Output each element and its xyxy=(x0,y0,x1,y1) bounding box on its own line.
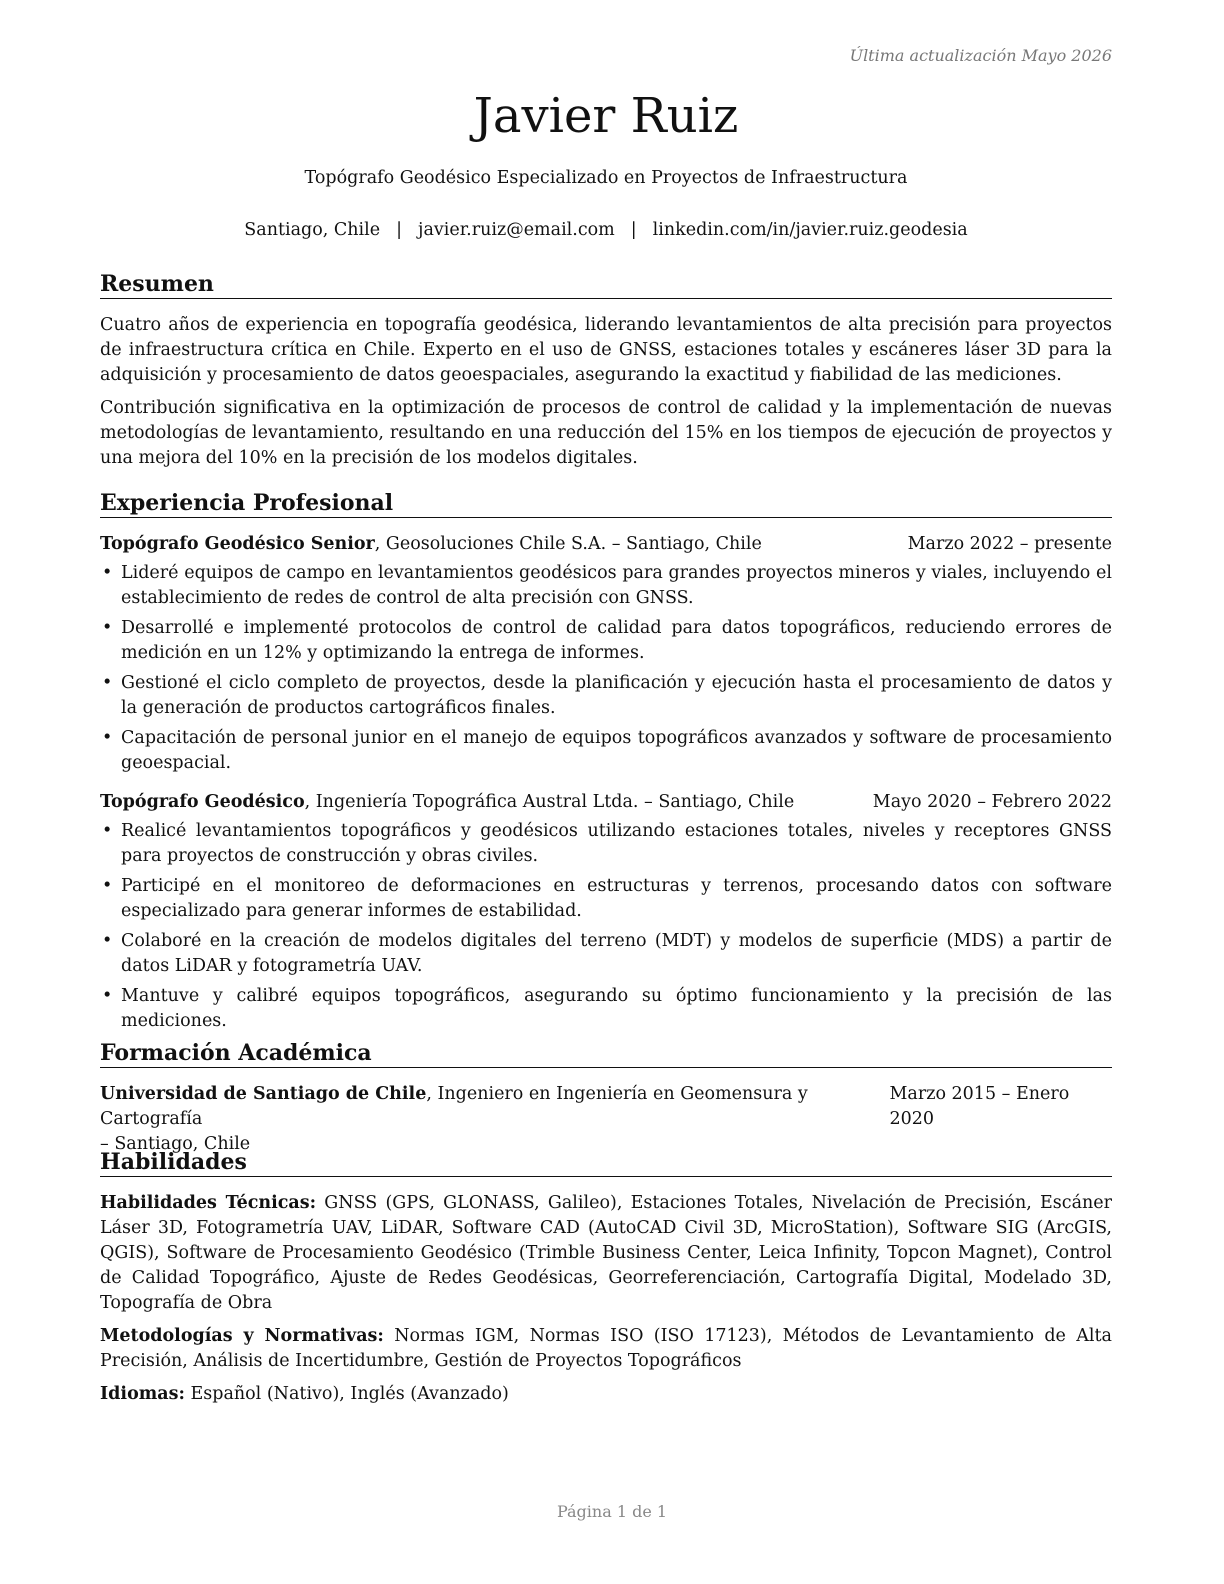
contact-location: Santiago, Chile xyxy=(244,220,381,240)
last-updated: Última actualización Mayo 2026 xyxy=(849,46,1112,65)
skill-group xyxy=(100,1324,1112,1374)
skill-text: Español (Nativo), Inglés (Avanzado) xyxy=(184,1384,509,1404)
education-section xyxy=(100,1039,1112,1157)
tagline: Topógrafo Geodésico Especializado en Proyectos de Infraestructura xyxy=(304,168,908,188)
job-company: , Geosoluciones Chile S.A. – Santiago, Chile xyxy=(374,534,762,554)
job-company: , Ingeniería Topográfica Austral Ltda. – Santiago, Chile xyxy=(304,792,795,812)
school-name: Universidad de Santiago de Chile xyxy=(100,1084,427,1104)
job-title-line xyxy=(100,532,762,557)
contact-linkedin[interactable]: linkedin.com/in/javier.ruiz.geodesia xyxy=(652,220,968,240)
skill-label: Metodologías y Normativas: xyxy=(100,1326,384,1346)
list-item: • Participé en el monitoreo de deformaciones en estructuras y terrenos, procesando datos con software especializado para generar informes de estabilidad. xyxy=(100,874,1112,924)
job-role: Topógrafo Geodésico xyxy=(100,792,305,812)
experience-section xyxy=(100,489,1112,1039)
summary-paragraph: Contribución significativa en la optimización de procesos de control de calidad y la implementación de nuevas metodologías de levantamiento, resultando en una reducción del 15% en los tiempos de ejecución de proyectos y una mejora del 10% en la precisión de los modelos digitales. xyxy=(100,398,1112,468)
skill-text: Normas IGM, Normas ISO (ISO 17123), Métodos de Levantamiento de Alta Precisión, Análisis de Incertidumbre, Gestión de Proyectos Topográficos xyxy=(100,1326,1112,1371)
section-title: Habilidades xyxy=(100,1148,1112,1177)
list-item: • Colaboré en la creación de modelos digitales del terreno (MDT) y modelos de superficie (MDS) a partir de datos LiDAR y fotogrametría UAV. xyxy=(100,929,1112,979)
degree: , Ingeniero en Ingeniería en Geomensura y Cartografía xyxy=(100,1084,808,1129)
education-dates: Marzo 2015 – Enero 2020 xyxy=(889,1084,1070,1129)
page-number: Página 1 de 1 xyxy=(556,1502,668,1521)
job-dates: Marzo 2022 – presente xyxy=(907,534,1112,554)
section-title: Experiencia Profesional xyxy=(100,489,1112,518)
contact-email[interactable]: javier.ruiz@email.com xyxy=(418,220,615,240)
job-header xyxy=(100,532,1112,557)
job-role: Topógrafo Geodésico Senior xyxy=(100,534,375,554)
summary-section xyxy=(100,270,1112,471)
contact-line xyxy=(100,220,1112,240)
section-title: Resumen xyxy=(100,270,1112,299)
skill-text: GNSS (GPS, GLONASS, Galileo), Estaciones Totales, Nivelación de Precisión, Escáner Láser 3D, Fotogrametría UAV, LiDAR, Software CAD (AutoCAD Civil 3D, MicroStation), Software SIG (ArcGIS, QGIS), Software de Procesamiento Geodésico (Trimble Business Center, Leica Infinity, Topcon Magnet), Control de Calidad Topográfico, Ajuste de Redes Geodésicas, Georreferenciación, Cartografía Digital, Modelado 3D, Topografía de Obra xyxy=(100,1193,1112,1313)
list-item: • Mantuve y calibré equipos topográficos, asegurando su óptimo funcionamiento y la precisión de las mediciones. xyxy=(100,984,1112,1034)
job-dates: Mayo 2020 – Febrero 2022 xyxy=(872,792,1112,812)
list-item: • Gestioné el ciclo completo de proyectos, desde la planificación y ejecución hasta el procesamiento de datos y la generación de productos cartográficos finales. xyxy=(100,671,1112,721)
separator: | xyxy=(396,220,403,240)
section-title: Formación Académica xyxy=(100,1039,1112,1068)
job-bullets xyxy=(100,561,1112,776)
separator: | xyxy=(630,220,637,240)
job-header xyxy=(100,790,1112,815)
skill-group xyxy=(100,1191,1112,1316)
summary-paragraph: Cuatro años de experiencia en topografía geodésica, liderando levantamientos de alta precisión para proyectos de infraestructura crítica en Chile. Experto en el uso de GNSS, estaciones totales y escáneres láser 3D para la adquisición y procesamiento de datos geoespaciales, asegurando la exactitud y fiabilidad de las mediciones. xyxy=(100,315,1112,385)
list-item: • Desarrollé e implementé protocolos de control de calidad para datos topográficos, reduciendo errores de medición en un 12% y optimizando la entrega de informes. xyxy=(100,616,1112,666)
education-title-line xyxy=(100,1082,890,1132)
education-location: – Santiago, Chile xyxy=(100,1134,251,1154)
list-item: • Lideré equipos de campo en levantamientos geodésicos para grandes proyectos mineros y viales, incluyendo el establecimiento de redes de control de alta precisión con GNSS. xyxy=(100,561,1112,611)
skill-label: Habilidades Técnicas: xyxy=(100,1193,317,1213)
skill-group xyxy=(100,1382,1112,1407)
job-bullets xyxy=(100,819,1112,1034)
list-item: • Realicé levantamientos topográficos y geodésicos utilizando estaciones totales, niveles y receptores GNSS para proyectos de construcción y obras civiles. xyxy=(100,819,1112,869)
list-item: • Capacitación de personal junior en el manejo de equipos topográficos avanzados y software de procesamiento geoespacial. xyxy=(100,726,1112,776)
skill-label: Idiomas: xyxy=(100,1384,185,1404)
education-header xyxy=(100,1082,1112,1132)
candidate-name: Javier Ruiz xyxy=(473,88,739,144)
job-title-line xyxy=(100,790,794,815)
skills-section xyxy=(100,1148,1112,1407)
